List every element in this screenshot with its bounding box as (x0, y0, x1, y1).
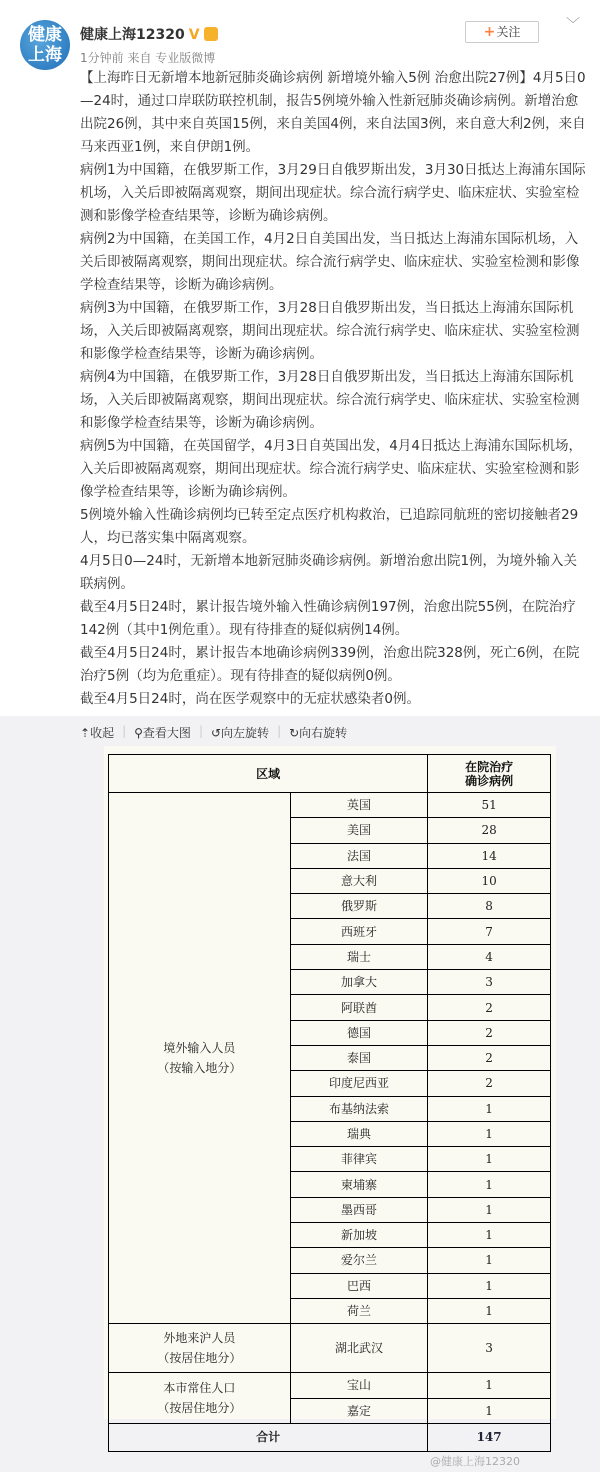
count-cell: 1 (428, 1172, 551, 1197)
follow-label: 关注 (496, 25, 521, 39)
count-cell: 3 (428, 1324, 551, 1373)
count-cell: 1 (428, 1248, 551, 1273)
rotate-right-icon: ↻ (289, 726, 300, 740)
count-cell: 1 (428, 1223, 551, 1248)
region-cell: 加拿大 (290, 970, 428, 995)
author-label[interactable]: 健康上海12320 (80, 27, 185, 43)
region-cell: 宝山 (290, 1373, 428, 1398)
count-cell: 8 (428, 894, 551, 919)
paragraph: 病例3为中国籍，在俄罗斯工作，3月28日自俄罗斯出发，当日抵达上海浦东国际机场，入关后即被隔离观察，期间出现症状。综合流行病学史、临床症状、实验室检测和影像学检查结果等，诊断为确诊病例。 (80, 300, 580, 362)
header-count: 在院治疗 确诊病例 (428, 755, 551, 793)
post-text (80, 67, 588, 711)
arrow-up-icon: ⇡ (80, 726, 91, 740)
region-cell: 法国 (290, 843, 428, 868)
avatar[interactable]: 健康 上海 (20, 20, 70, 70)
count-cell: 51 (428, 793, 551, 818)
total-value: 147 (428, 1423, 551, 1451)
count-cell: 3 (428, 970, 551, 995)
region-cell: 爱尔兰 (290, 1248, 428, 1273)
view-large-button[interactable] (134, 724, 191, 741)
table-row (109, 793, 551, 818)
paragraph: 5例境外输入性确诊病例均已转至定点医疗机构救治，已追踪同航班的密切接触者29人，均已落实集中隔离观察。 (80, 507, 579, 546)
count-cell: 7 (428, 919, 551, 944)
image-toolbar: ⇡收起 | ⚲查看大图 | ↺向左旋转 | ↻向右旋转 (80, 724, 348, 740)
region-cell: 布基纳法索 (290, 1096, 428, 1121)
cases-table (108, 754, 551, 1452)
paragraph: 【上海昨日无新增本地新冠肺炎确诊病例 新增境外输入5例 治愈出院27例】4月5日0—24时，通过口岸联防联控机制，报告5例境外输入性新冠肺炎确诊病例。新增治愈出院26例，其中来自英国15例，来自美国4例，来自法国3例，来自意大利2例，来自马来西亚1例，来自伊朗1例。 (80, 70, 586, 155)
plus-icon: + (483, 24, 496, 40)
table-row (109, 1373, 551, 1398)
paragraph: 截至4月5日24时，累计报告境外输入性确诊病例197例，治愈出院55例，在院治疗142例（其中1例危重）。现有待排查的疑似病例14例。 (80, 599, 576, 638)
count-cell: 2 (428, 1020, 551, 1045)
view-large-label: 查看大图 (142, 726, 191, 740)
region-cell: 西班牙 (290, 919, 428, 944)
region-cell: 意大利 (290, 868, 428, 893)
count-cell: 1 (428, 1398, 551, 1423)
count-cell: 10 (428, 868, 551, 893)
paragraph: 病例4为中国籍，在俄罗斯工作，3月28日自俄罗斯出发，当日抵达上海浦东国际机场，入关后即被隔离观察，期间出现症状。综合流行病学史、临床症状、实验室检测和影像学检查结果等，诊断为确诊病例。 (80, 369, 580, 431)
region-cell: 巴西 (290, 1273, 428, 1298)
verified-icon: V (188, 27, 200, 43)
count-cell: 1 (428, 1121, 551, 1146)
region-cell: 柬埔寨 (290, 1172, 428, 1197)
region-cell: 嘉定 (290, 1398, 428, 1423)
count-cell: 1 (428, 1197, 551, 1222)
collapse-label: 收起 (90, 726, 115, 740)
region-cell: 瑞典 (290, 1121, 428, 1146)
region-cell: 湖北武汉 (290, 1324, 428, 1373)
count-cell: 1 (428, 1373, 551, 1398)
collapse-button[interactable] (80, 724, 114, 741)
count-cell: 14 (428, 843, 551, 868)
rotate-left-button[interactable] (211, 724, 269, 741)
chevron-down-icon[interactable]: ﹀ (566, 17, 580, 33)
region-cell: 荷兰 (290, 1298, 428, 1323)
image-section (0, 716, 600, 1472)
count-cell: 2 (428, 1071, 551, 1096)
count-cell: 1 (428, 1273, 551, 1298)
rotate-left-label: 向左旋转 (221, 726, 270, 740)
header-region: 区域 (109, 755, 428, 793)
post-meta: 1分钟前 来自 专业版微博 (80, 51, 216, 65)
region-cell: 菲律宾 (290, 1147, 428, 1172)
rotate-left-icon: ↺ (210, 726, 222, 740)
group-label: 本市常住人口 （按居住地分） (109, 1373, 291, 1424)
count-cell: 1 (428, 1298, 551, 1323)
paragraph: 4月5日0—24时，无新增本地新冠肺炎确诊病例。新增治愈出院1例，为境外输入关联病例。 (80, 553, 578, 592)
paragraph: 病例5为中国籍，在英国留学，4月3日自英国出发，4月4日抵达上海浦东国际机场，入关后即被隔离观察，期间出现症状。综合流行病学史、临床症状、实验室检测和影像学检查结果等，诊断为确诊病例。 (80, 438, 582, 500)
count-cell: 2 (428, 1045, 551, 1070)
region-cell: 瑞士 (290, 944, 428, 969)
group-label: 外地来沪人员 （按居住地分） (109, 1324, 291, 1373)
watermark: @健康上海12320 (430, 1455, 520, 1468)
count-cell: 4 (428, 944, 551, 969)
count-cell: 2 (428, 995, 551, 1020)
total-label: 合计 (109, 1423, 428, 1451)
count-cell: 1 (428, 1096, 551, 1121)
author-name[interactable] (80, 24, 218, 44)
paragraph: 病例1为中国籍，在俄罗斯工作，3月29日自俄罗斯出发，3月30日抵达上海浦东国际机场，入关后即被隔离观察，期间出现症状。综合流行病学史、临床症状、实验室检测和影像学检查结果等，诊断为确诊病例。 (80, 162, 586, 224)
region-cell: 俄罗斯 (290, 894, 428, 919)
follow-button[interactable] (465, 21, 539, 43)
rotate-right-button[interactable] (289, 724, 347, 741)
region-cell: 泰国 (290, 1045, 428, 1070)
count-cell: 1 (428, 1147, 551, 1172)
region-cell: 墨西哥 (290, 1197, 428, 1222)
paragraph: 截至4月5日24时，累计报告本地确诊病例339例，治愈出院328例，死亡6例，在院治疗5例（均为危重症）。现有待排查的疑似病例0例。 (80, 645, 580, 684)
table-row (109, 1324, 551, 1373)
group-label: 境外输入人员 （按输入地分） (109, 793, 291, 1324)
count-cell: 28 (428, 818, 551, 843)
region-cell: 阿联酋 (290, 995, 428, 1020)
region-cell: 美国 (290, 818, 428, 843)
region-cell: 新加坡 (290, 1223, 428, 1248)
paragraph: 截至4月5日24时，尚在医学观察中的无症状感染者0例。 (80, 691, 420, 707)
search-icon: ⚲ (134, 726, 143, 740)
crown-badge-icon (204, 27, 218, 41)
region-cell: 德国 (290, 1020, 428, 1045)
region-cell: 印度尼西亚 (290, 1071, 428, 1096)
paragraph: 病例2为中国籍，在美国工作，4月2日自美国出发，当日抵达上海浦东国际机场，入关后即被隔离观察，期间出现症状。综合流行病学史、临床症状、实验室检测和影像学检查结果等，诊断为确诊病例。 (80, 231, 580, 293)
region-cell: 英国 (290, 793, 428, 818)
rotate-right-label: 向右旋转 (299, 726, 348, 740)
